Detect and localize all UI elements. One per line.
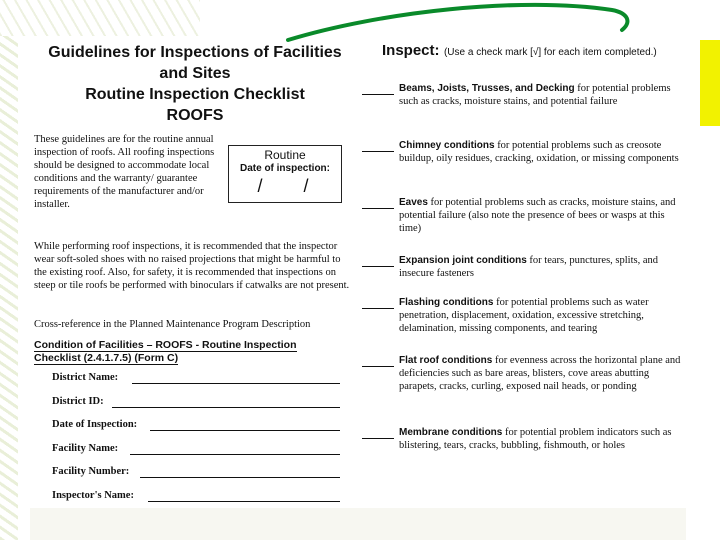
form-field-district-name[interactable] — [52, 368, 352, 392]
field-label: Inspector's Name: — [52, 489, 134, 501]
check-blank[interactable] — [362, 366, 394, 367]
safety-paragraph: While performing roof inspections, it is recommended that the inspector wear soft-soled shoes with no raised projections that might be harmful to the existing roof. Also, for safety, it is recommended that inspections on steep or tile roofs be performed with binoculars if catwalks are not present. — [34, 241, 350, 291]
field-blank-line[interactable] — [150, 430, 340, 431]
field-blank-line[interactable] — [140, 477, 340, 478]
date-box-label: Date of inspection: — [239, 163, 330, 174]
inspect-note: (Use a check mark [√] for each item completed.) — [443, 47, 657, 58]
item-description: for potential problems such as cracks, moisture stains, and potential failure — [399, 83, 671, 107]
date-box-heading: Routine — [264, 148, 306, 162]
inspect-title: Inspect: — [382, 42, 440, 59]
item-text — [399, 254, 684, 280]
item-description: for potential problems such as creosote buildup, oily residues, cracking, oxidation, or missing components — [399, 140, 679, 164]
date-box-slashes: / / — [257, 176, 327, 196]
form-field-date-of-inspection[interactable] — [52, 415, 352, 439]
cross-reference-text: Cross-reference in the Planned Maintenance Program Description — [34, 319, 311, 330]
intro-paragraph: These guidelines are for the routine annual inspection of roofs. All roofing inspections should be designed to accommodate local conditions and the warranty/ guarantee requirements of the manufacturer and/or installer. — [34, 134, 215, 210]
field-label: District Name: — [52, 372, 119, 383]
item-title: Expansion joint conditions — [399, 255, 527, 266]
check-blank[interactable] — [362, 94, 394, 95]
field-blank-line[interactable] — [130, 454, 340, 455]
field-label: Date of Inspection: — [52, 419, 138, 430]
item-text — [399, 426, 684, 452]
item-title: Flashing conditions — [399, 297, 494, 308]
item-title: Eaves — [399, 197, 428, 208]
form-reference-text: Condition of Facilities – ROOFS - Routine Inspection Checklist (2.4.1.7.5) (Form C) — [34, 339, 297, 364]
item-description: for evenness across the horizontal plane and deficiencies such as bare areas, blisters, cove areas abutting parapets, cracks, curling, exposed nail heads, or ponding — [399, 355, 681, 392]
field-blank-line[interactable] — [132, 383, 340, 384]
title-line-1: Guidelines for Inspections of Facilities — [48, 44, 342, 61]
inspect-heading — [382, 42, 702, 60]
form-reference-heading — [34, 339, 334, 365]
form-field-inspector-name[interactable] — [52, 486, 352, 510]
item-title: Membrane conditions — [399, 427, 503, 438]
form-fields — [52, 368, 352, 509]
item-title: Chimney conditions — [399, 140, 495, 151]
item-title: Flat roof conditions — [399, 355, 493, 366]
check-blank[interactable] — [362, 438, 394, 439]
item-title: Beams, Joists, Trusses, and Decking — [399, 83, 575, 94]
decorative-left-border — [0, 0, 18, 540]
item-description: for tears, punctures, splits, and insecure fasteners — [399, 255, 659, 279]
field-blank-line[interactable] — [148, 501, 340, 502]
item-description: for potential problems such as cracks, moisture stains, and potential failure (also note the presence of bees or wasps at this time) — [399, 197, 676, 234]
title-line-3: Routine Inspection Checklist — [85, 86, 305, 103]
item-text — [399, 82, 684, 108]
routine-date-box — [228, 145, 342, 203]
check-blank[interactable] — [362, 308, 394, 309]
field-blank-line[interactable] — [112, 407, 340, 408]
item-text — [399, 296, 684, 335]
check-blank[interactable] — [362, 208, 394, 209]
check-blank[interactable] — [362, 151, 394, 152]
field-label: Facility Name: — [52, 442, 119, 454]
field-label: Facility Number: — [52, 466, 130, 477]
check-blank[interactable] — [362, 266, 394, 267]
field-label: District ID: — [52, 395, 104, 407]
form-field-facility-name[interactable] — [52, 439, 352, 463]
item-text — [399, 196, 684, 235]
form-field-facility-number[interactable] — [52, 462, 352, 486]
bottom-strip — [30, 508, 686, 540]
item-text — [399, 354, 684, 393]
item-description: for potential problem indicators such as blistering, tears, cracks, bubbling, fishmouth, or holes — [399, 427, 672, 451]
item-text — [399, 139, 684, 165]
swoosh-stroke — [288, 5, 627, 40]
form-field-district-id[interactable] — [52, 392, 352, 416]
title-line-4: ROOFS — [166, 107, 224, 124]
title-line-2: and Sites — [159, 65, 231, 82]
item-description: for potential problems such as water penetration, displacement, oxidation, excessive stretching, delamination, missing components, and tearing — [399, 297, 649, 334]
title-block — [30, 42, 360, 126]
